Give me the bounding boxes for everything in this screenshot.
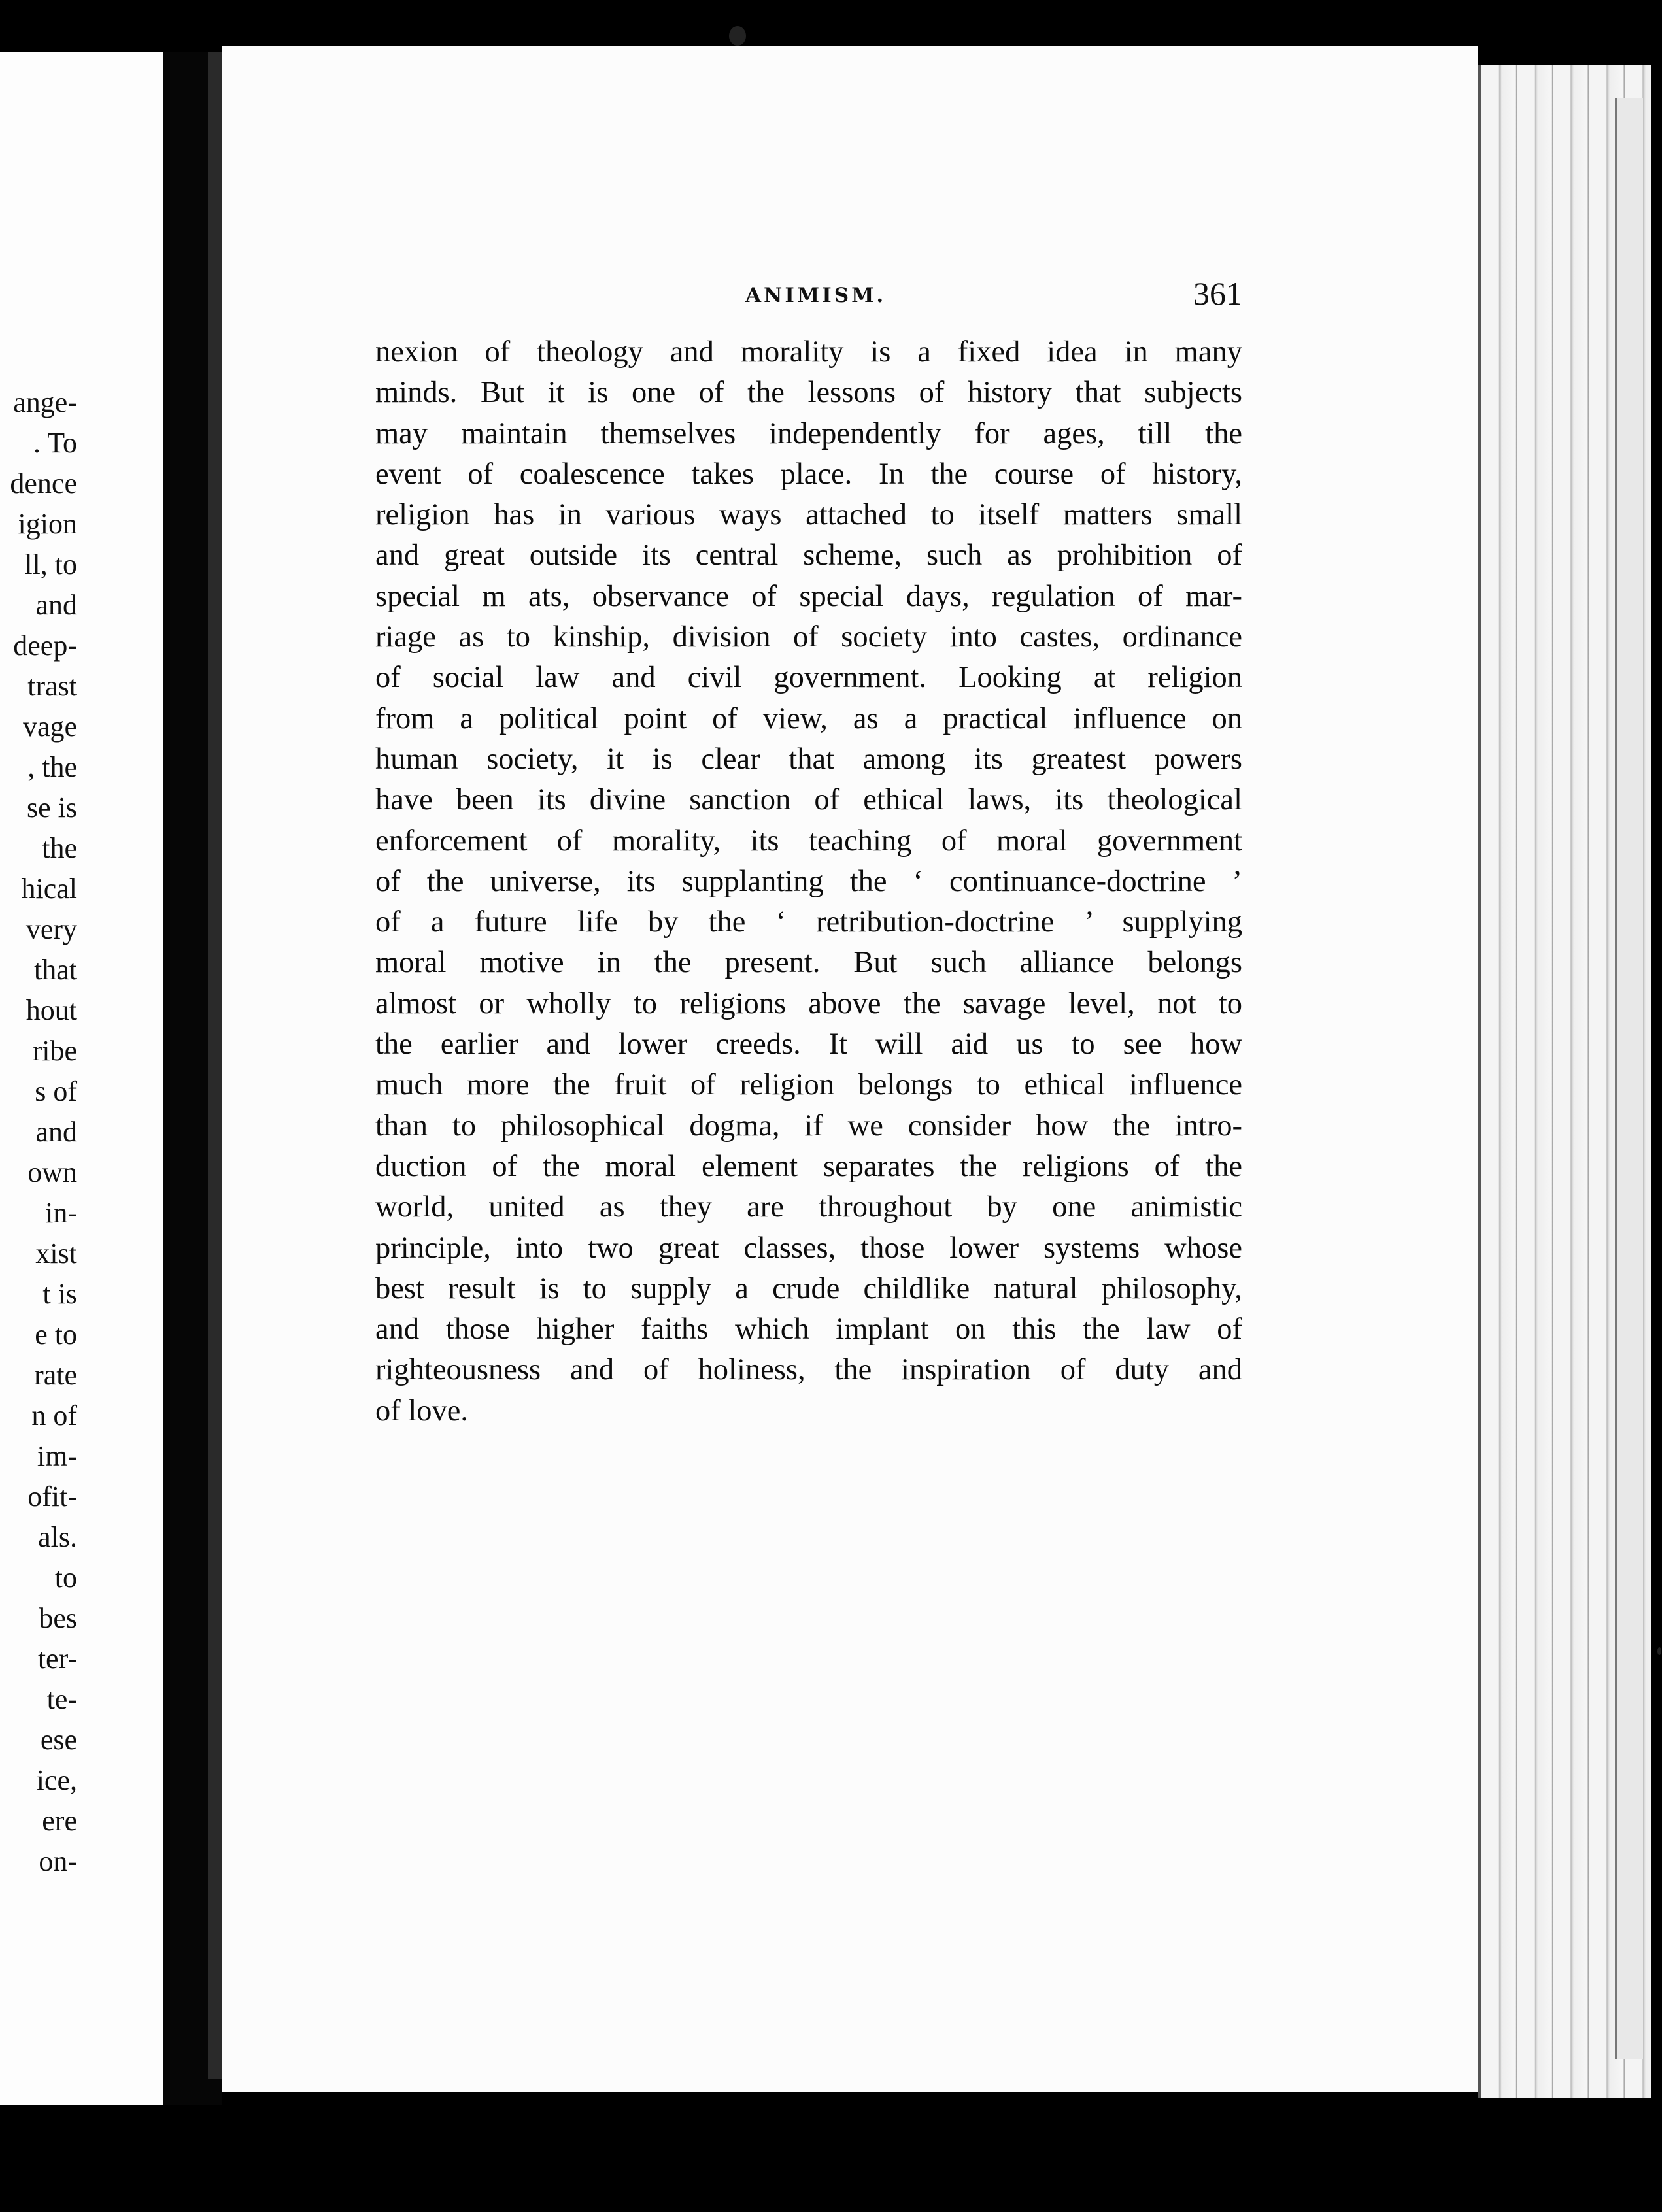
previous-page-line: te-	[46, 1683, 77, 1715]
body-text	[375, 332, 1242, 1432]
text-line: world, united as they are throughout by one animistic	[375, 1190, 1242, 1224]
previous-page-line: e to	[35, 1318, 77, 1350]
previous-page-line: ofit-	[27, 1481, 77, 1513]
text-line: best result is to supply a crude childlike natural philosophy,	[375, 1271, 1242, 1305]
text-line: righteousness and of holiness, the inspiration of duty and	[375, 1353, 1242, 1387]
text-line: may maintain themselves independently for ages, till the	[375, 416, 1242, 450]
previous-page-line: very	[25, 913, 77, 945]
previous-page-line: rate	[34, 1359, 77, 1391]
text-line: of a future life by the ‘ retribution-doctrine ’ supplying	[375, 905, 1242, 939]
gutter-edge	[208, 52, 222, 2079]
text-line: human society, it is clear that among its greatest powers	[375, 742, 1242, 776]
text-line: religion has in various ways attached to itself matters small	[375, 498, 1242, 532]
text-line: and great outside its central scheme, such as prohibition of	[375, 539, 1242, 573]
previous-page-line: dence	[10, 467, 77, 499]
previous-page-line: n of	[31, 1399, 77, 1432]
previous-page-line: and	[35, 1116, 77, 1148]
text-line: nexion of theology and morality is a fixed idea in many	[375, 335, 1242, 369]
text-line: from a political point of view, as a practical influence on	[375, 701, 1242, 735]
text-line: moral motive in the present. But such alliance belongs	[375, 946, 1242, 980]
previous-page-line: and	[35, 589, 77, 621]
previous-page-line: ll, to	[24, 548, 77, 580]
scan-speck	[1657, 1647, 1661, 1655]
previous-page-text	[0, 382, 77, 1882]
previous-page-line: hout	[25, 994, 77, 1026]
previous-page-line: igion	[18, 508, 77, 540]
previous-page-line: ere	[42, 1805, 77, 1837]
previous-page-line: on-	[39, 1845, 77, 1877]
text-line: almost or wholly to religions above the savage level, not to	[375, 986, 1242, 1020]
previous-page-line: that	[34, 954, 77, 986]
previous-page-line: xist	[35, 1237, 77, 1269]
previous-page-line: als.	[38, 1521, 77, 1553]
page-fore-edge-outer	[1615, 98, 1643, 2059]
previous-page-line: the	[42, 832, 77, 864]
running-head: ANIMISM.	[745, 284, 887, 307]
previous-page-line: ribe	[32, 1035, 77, 1067]
previous-page-line: vage	[22, 711, 77, 743]
text-line: riage as to kinship, division of society into castes, ordinance	[375, 620, 1242, 654]
text-line: of love.	[375, 1394, 469, 1428]
previous-page-line: . To	[33, 427, 77, 459]
text-line: event of coalescence takes place. In the course of history,	[375, 457, 1242, 491]
previous-page-line: ese	[40, 1724, 77, 1756]
previous-page-line: t is	[42, 1278, 77, 1310]
previous-page-line: ice,	[36, 1764, 77, 1796]
text-line: principle, into two great classes, those lower systems whose	[375, 1231, 1242, 1265]
text-line: and those higher faiths which implant on this the law of	[375, 1313, 1242, 1347]
text-line: than to philosophical dogma, if we consider how the intro-	[375, 1109, 1242, 1143]
previous-page-line: own	[27, 1156, 77, 1188]
previous-page-line: bes	[39, 1602, 77, 1634]
previous-page-line: se is	[27, 792, 77, 824]
previous-page-line: trast	[27, 670, 77, 702]
text-line: of the universe, its supplanting the ‘ continuance-doctrine ’	[375, 864, 1242, 898]
text-line: have been its divine sanction of ethical laws, its theological	[375, 783, 1242, 817]
text-line: of social law and civil government. Looking at religion	[375, 661, 1242, 695]
previous-page-line: hical	[21, 873, 77, 905]
page-header	[732, 275, 1242, 320]
previous-page-line: to	[54, 1562, 77, 1594]
page-number: 361	[1193, 275, 1242, 312]
previous-page-line: ange-	[13, 386, 77, 418]
previous-page-line: in-	[45, 1197, 77, 1229]
previous-page-line: im-	[37, 1440, 77, 1472]
previous-page-fragment	[0, 52, 166, 2105]
text-line: duction of the moral element separates the religions of the	[375, 1149, 1242, 1183]
text-line: enforcement of morality, its teaching of moral government	[375, 824, 1242, 858]
text-line: the earlier and lower creeds. It will aid us to see how	[375, 1028, 1242, 1062]
previous-page-line: deep-	[13, 629, 77, 662]
text-line: minds. But it is one of the lessons of history that subjects	[375, 376, 1242, 410]
previous-page-line: ter-	[37, 1643, 77, 1675]
text-line: much more the fruit of religion belongs to ethical influence	[375, 1068, 1242, 1102]
scan-speck	[729, 26, 746, 46]
previous-page-line: s of	[35, 1075, 77, 1107]
previous-page-line: , the	[27, 751, 77, 783]
text-line: special m ats, observance of special days, regulation of mar-	[375, 579, 1242, 613]
